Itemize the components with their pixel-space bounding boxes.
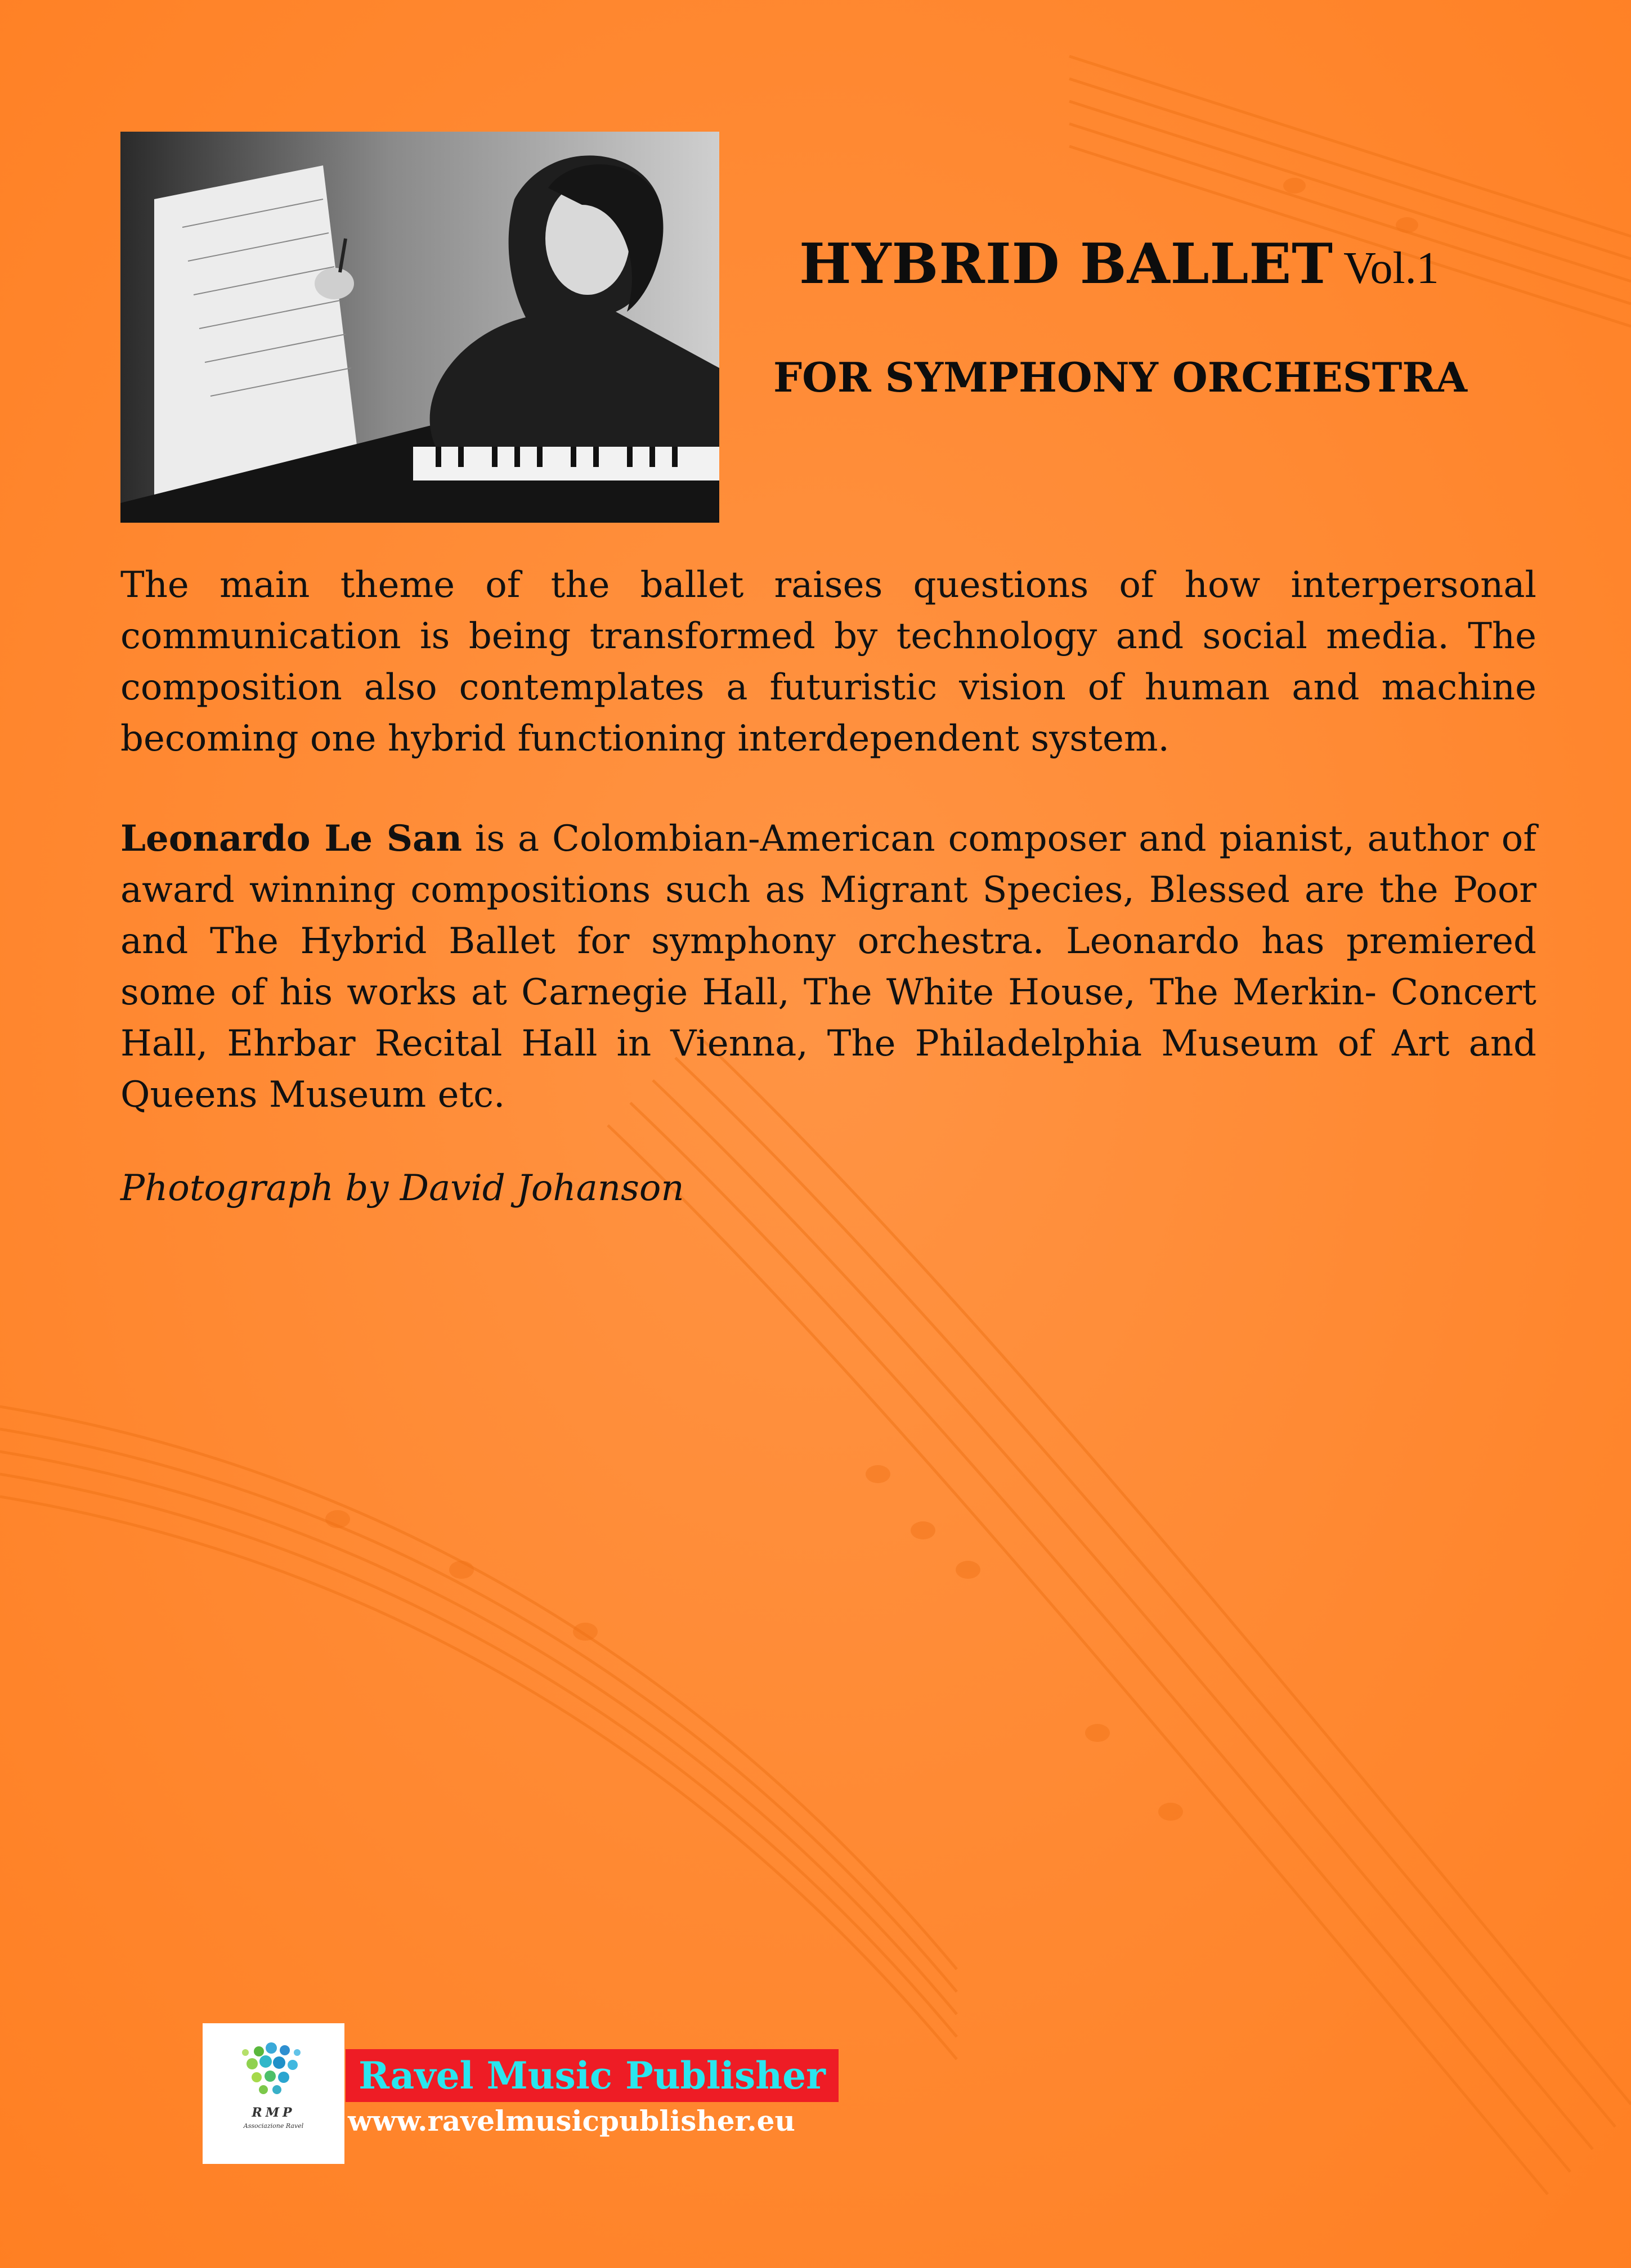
biography-paragraph bbox=[120, 813, 1536, 1121]
rmp-dots-logo bbox=[203, 2023, 344, 2108]
subtitle: FOR SYMPHONY ORCHESTRA bbox=[773, 353, 1468, 401]
composer-at-piano-photo bbox=[120, 132, 719, 523]
photo-credit: Photograph by David Johanson bbox=[120, 1167, 684, 1209]
title-line bbox=[799, 232, 1475, 297]
volume-label: Vol.1 bbox=[1343, 244, 1439, 293]
publisher-logo bbox=[203, 2023, 344, 2164]
biography-text: is a Colombian-American composer and pianist, author of award winning compositions such as Migrant Species, Blessed are the Poor and The Hybrid Ballet for symphony orchestra. Leonardo has premiered some of his works at Carnegie Hall, The White House, The Merkin- Concert Hall, Ehrbar Recital Hall in Vienna, The Philadelphia Museum of Art and Queens Museum etc. bbox=[120, 818, 1537, 1116]
logo-text: RMP bbox=[252, 2105, 295, 2120]
composer-name: Leonardo Le San bbox=[120, 818, 463, 860]
composer-photo bbox=[120, 132, 719, 523]
description-paragraph: The main theme of the ballet raises questions of how interpersonal communication is being transformed by technology and social media. The composition also contemplates a futuristic vision of human and machine becoming one hybrid functioning interdependent system. bbox=[120, 564, 1536, 760]
logo-subtext: Associazione Ravel bbox=[243, 2122, 304, 2130]
publisher-name: Ravel Music Publisher bbox=[346, 2049, 839, 2102]
publisher-url-link[interactable]: www.ravelmusicpublisher.eu bbox=[348, 2104, 795, 2137]
page-title: HYBRID BALLET bbox=[799, 232, 1334, 297]
